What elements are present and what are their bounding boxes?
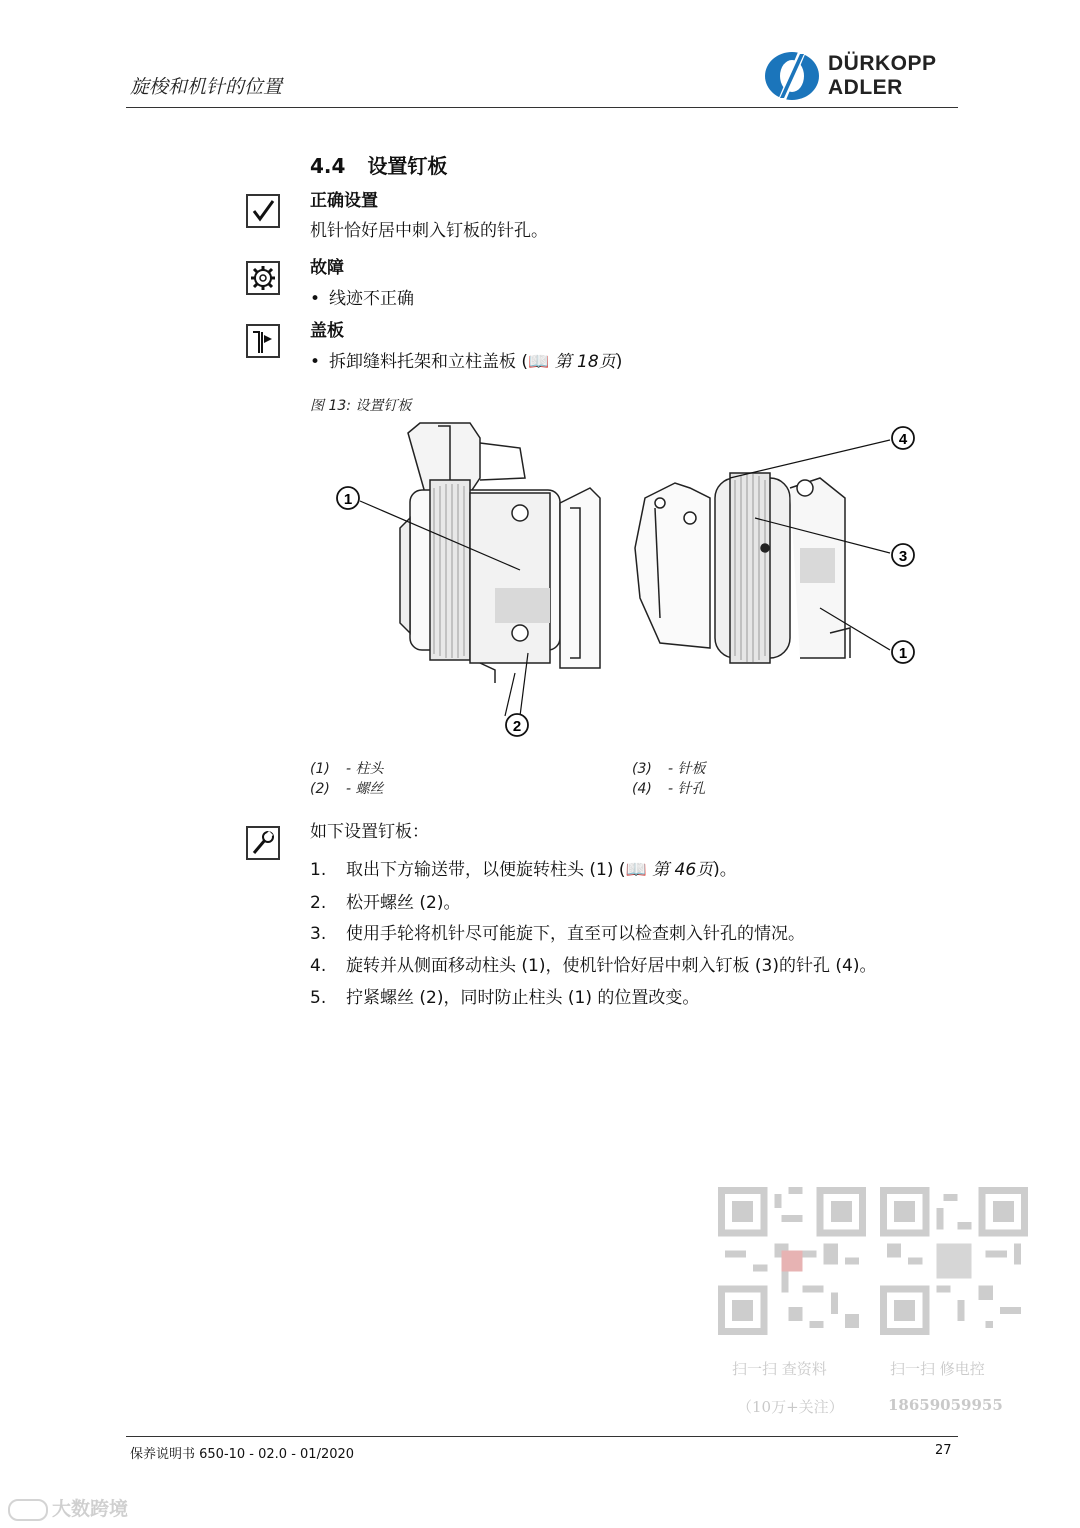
cover-bullet [310,347,622,372]
watermark-caption: 扫一扫 查资料 [732,1360,827,1378]
header-title: 旋梭和机针的位置 [130,76,283,98]
qr-code-right [880,1187,1028,1335]
procedure-step: 2. 松开螺丝 (2)。 [310,893,461,913]
watermark-logo-icon [8,1499,48,1521]
watermark-caption: 扫一扫 修电控 [890,1360,985,1378]
procedure-step: 5. 拧紧螺丝 (2)，同时防止柱头 (1) 的位置改变。 [310,988,700,1008]
logo-line2: ADLER [828,76,903,99]
legend-item: (3) - 针板 [632,761,706,777]
fault-label: 故障 [310,258,344,278]
cover-bullet-end: ) [615,352,623,372]
bottom-watermark: 大数跨境 [8,1494,128,1521]
procedure-intro: 如下设置钉板： [310,822,429,842]
callout-3 [892,544,914,566]
section-title [310,150,447,179]
callout-2 [506,714,528,736]
legend-item: (1) - 柱头 [310,761,384,777]
book-icon: 📖 [625,860,647,880]
correct-label: 正确设置 [310,191,378,211]
procedure-step: 4. 旋转并从侧面移动柱头 (1)，使机针恰好居中刺入钉板 (3)的针孔 (4)。 [310,956,877,976]
watermark-caption: （10万+关注） [737,1398,844,1416]
book-icon: 📖 [528,352,550,372]
logo-mark-icon [762,50,824,102]
cover-label: 盖板 [310,321,344,341]
wrench-icon [246,826,280,860]
callout-1-right [892,641,914,663]
callout-1-left [337,487,359,509]
header-rule [126,107,958,108]
needle-plate-illustration [330,418,930,748]
section-number: 4.4 [310,154,346,178]
step1-page-ref[interactable]: 第 46页 [652,860,714,880]
footer-document-id: 保养说明书 650-10 - 02.0 - 01/2020 [130,1447,355,1462]
footer-rule [126,1436,958,1437]
svg-text:3: 3 [898,548,908,565]
right-post-head-drawing [635,473,850,663]
legend-item: (4) - 针孔 [632,781,706,797]
callout-4 [892,427,914,449]
legend-item: (2) - 螺丝 [310,781,384,797]
svg-text:1: 1 [898,645,908,662]
section-title-text: 设置钉板 [367,154,448,178]
duerkopp-adler-logo [762,50,957,102]
watermark-phone: 18659059955 [888,1396,1003,1414]
figure-caption: 图 13: 设置钉板 [310,398,412,414]
cover-bullet-text: 拆卸缝料托架和立柱盖板 ( [329,352,529,372]
svg-text:4: 4 [898,431,908,448]
fault-bullet: • 线迹不正确 [310,284,414,309]
procedure-step: 1. 取出下方输送带，以便旋转柱头 (1) (📖 第 46页)。 [310,860,737,880]
left-post-head-drawing [400,423,600,683]
cover-plate-icon [246,324,280,358]
logo-line1: DÜRKOPP [828,52,937,75]
correct-text: 机针恰好居中刺入钉板的针孔。 [310,221,548,241]
gear-fault-icon [246,261,280,295]
qr-code-left [718,1187,866,1335]
checkmark-icon [246,194,280,228]
svg-text:2: 2 [512,718,522,735]
procedure-step: 3. 使用手轮将机针尽可能旋下，直至可以检查刺入针孔的情况。 [310,924,805,944]
page-number: 27 [935,1443,952,1458]
cover-page-ref[interactable]: 第 18页 [554,352,616,372]
svg-text:1: 1 [343,491,353,508]
